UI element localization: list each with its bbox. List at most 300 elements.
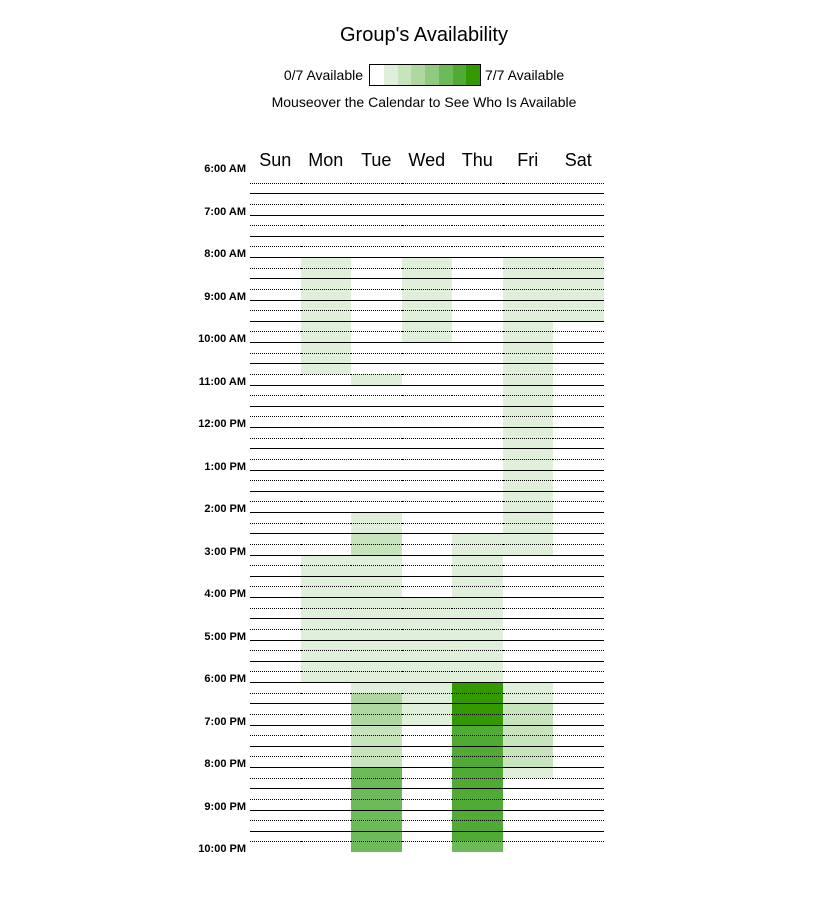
- time-slot-cell[interactable]: [351, 778, 402, 789]
- time-slot-cell[interactable]: [452, 268, 503, 279]
- time-slot-cell[interactable]: [553, 533, 604, 544]
- time-slot-cell[interactable]: [452, 480, 503, 491]
- time-slot-cell[interactable]: [402, 544, 453, 555]
- time-slot-cell[interactable]: [301, 459, 352, 470]
- time-slot-cell[interactable]: [503, 778, 554, 789]
- time-slot-cell[interactable]: [553, 746, 604, 757]
- time-slot-cell[interactable]: [452, 406, 503, 417]
- time-slot-cell[interactable]: [452, 427, 503, 438]
- time-slot-cell[interactable]: [250, 246, 301, 257]
- time-slot-cell[interactable]: [402, 597, 453, 608]
- time-slot-cell[interactable]: [351, 640, 402, 651]
- time-slot-cell[interactable]: [553, 278, 604, 289]
- time-slot-cell[interactable]: [301, 406, 352, 417]
- time-slot-cell[interactable]: [553, 555, 604, 566]
- time-slot-cell[interactable]: [402, 491, 453, 502]
- time-slot-cell[interactable]: [503, 395, 554, 406]
- time-slot-cell[interactable]: [351, 342, 402, 353]
- time-slot-cell[interactable]: [553, 204, 604, 215]
- time-slot-cell[interactable]: [503, 300, 554, 311]
- time-slot-cell[interactable]: [351, 576, 402, 587]
- time-slot-cell[interactable]: [503, 714, 554, 725]
- time-slot-cell[interactable]: [452, 640, 503, 651]
- time-slot-cell[interactable]: [402, 300, 453, 311]
- time-slot-cell[interactable]: [301, 629, 352, 640]
- time-slot-cell[interactable]: [452, 183, 503, 194]
- time-slot-cell[interactable]: [452, 246, 503, 257]
- time-slot-cell[interactable]: [553, 629, 604, 640]
- time-slot-cell[interactable]: [402, 416, 453, 427]
- day-column-fri[interactable]: [503, 173, 555, 851]
- time-slot-cell[interactable]: [553, 841, 604, 852]
- time-slot-cell[interactable]: [301, 608, 352, 619]
- time-slot-cell[interactable]: [503, 661, 554, 672]
- time-slot-cell[interactable]: [301, 353, 352, 364]
- time-slot-cell[interactable]: [503, 246, 554, 257]
- time-slot-cell[interactable]: [503, 501, 554, 512]
- time-slot-cell[interactable]: [452, 385, 503, 396]
- time-slot-cell[interactable]: [503, 544, 554, 555]
- time-slot-cell[interactable]: [452, 820, 503, 831]
- time-slot-cell[interactable]: [452, 756, 503, 767]
- time-slot-cell[interactable]: [553, 608, 604, 619]
- time-slot-cell[interactable]: [503, 671, 554, 682]
- time-slot-cell[interactable]: [250, 565, 301, 576]
- time-slot-cell[interactable]: [250, 470, 301, 481]
- time-slot-cell[interactable]: [452, 374, 503, 385]
- time-slot-cell[interactable]: [402, 289, 453, 300]
- time-slot-cell[interactable]: [452, 491, 503, 502]
- time-slot-cell[interactable]: [301, 300, 352, 311]
- time-slot-cell[interactable]: [452, 448, 503, 459]
- time-slot-cell[interactable]: [503, 406, 554, 417]
- time-slot-cell[interactable]: [250, 225, 301, 236]
- time-slot-cell[interactable]: [402, 714, 453, 725]
- time-slot-cell[interactable]: [402, 555, 453, 566]
- time-slot-cell[interactable]: [250, 661, 301, 672]
- time-slot-cell[interactable]: [452, 470, 503, 481]
- time-slot-cell[interactable]: [402, 512, 453, 523]
- time-slot-cell[interactable]: [351, 215, 402, 226]
- time-slot-cell[interactable]: [250, 491, 301, 502]
- time-slot-cell[interactable]: [553, 363, 604, 374]
- time-slot-cell[interactable]: [250, 586, 301, 597]
- time-slot-cell[interactable]: [452, 310, 503, 321]
- time-slot-cell[interactable]: [452, 810, 503, 821]
- time-slot-cell[interactable]: [301, 236, 352, 247]
- time-slot-cell[interactable]: [503, 204, 554, 215]
- time-slot-cell[interactable]: [402, 820, 453, 831]
- time-slot-cell[interactable]: [402, 661, 453, 672]
- time-slot-cell[interactable]: [250, 257, 301, 268]
- time-slot-cell[interactable]: [553, 215, 604, 226]
- time-slot-cell[interactable]: [503, 682, 554, 693]
- time-slot-cell[interactable]: [351, 491, 402, 502]
- time-slot-cell[interactable]: [402, 703, 453, 714]
- day-column-sat[interactable]: [553, 173, 604, 851]
- time-slot-cell[interactable]: [301, 215, 352, 226]
- time-slot-cell[interactable]: [351, 331, 402, 342]
- time-slot-cell[interactable]: [301, 448, 352, 459]
- time-slot-cell[interactable]: [250, 395, 301, 406]
- availability-calendar-grid[interactable]: [250, 172, 604, 852]
- time-slot-cell[interactable]: [301, 225, 352, 236]
- time-slot-cell[interactable]: [503, 820, 554, 831]
- time-slot-cell[interactable]: [402, 682, 453, 693]
- time-slot-cell[interactable]: [351, 225, 402, 236]
- time-slot-cell[interactable]: [452, 586, 503, 597]
- time-slot-cell[interactable]: [452, 576, 503, 587]
- time-slot-cell[interactable]: [301, 512, 352, 523]
- time-slot-cell[interactable]: [250, 788, 301, 799]
- time-slot-cell[interactable]: [301, 533, 352, 544]
- time-slot-cell[interactable]: [452, 172, 503, 183]
- time-slot-cell[interactable]: [452, 671, 503, 682]
- time-slot-cell[interactable]: [351, 671, 402, 682]
- time-slot-cell[interactable]: [553, 586, 604, 597]
- time-slot-cell[interactable]: [553, 767, 604, 778]
- time-slot-cell[interactable]: [503, 257, 554, 268]
- time-slot-cell[interactable]: [452, 618, 503, 629]
- time-slot-cell[interactable]: [402, 693, 453, 704]
- time-slot-cell[interactable]: [301, 703, 352, 714]
- time-slot-cell[interactable]: [250, 767, 301, 778]
- time-slot-cell[interactable]: [301, 204, 352, 215]
- time-slot-cell[interactable]: [351, 246, 402, 257]
- time-slot-cell[interactable]: [503, 193, 554, 204]
- time-slot-cell[interactable]: [250, 215, 301, 226]
- time-slot-cell[interactable]: [503, 650, 554, 661]
- time-slot-cell[interactable]: [351, 374, 402, 385]
- time-slot-cell[interactable]: [351, 470, 402, 481]
- time-slot-cell[interactable]: [503, 416, 554, 427]
- time-slot-cell[interactable]: [402, 448, 453, 459]
- time-slot-cell[interactable]: [503, 289, 554, 300]
- time-slot-cell[interactable]: [351, 682, 402, 693]
- time-slot-cell[interactable]: [402, 342, 453, 353]
- time-slot-cell[interactable]: [351, 353, 402, 364]
- time-slot-cell[interactable]: [301, 342, 352, 353]
- time-slot-cell[interactable]: [250, 501, 301, 512]
- time-slot-cell[interactable]: [301, 374, 352, 385]
- time-slot-cell[interactable]: [503, 278, 554, 289]
- time-slot-cell[interactable]: [402, 193, 453, 204]
- time-slot-cell[interactable]: [250, 671, 301, 682]
- time-slot-cell[interactable]: [402, 650, 453, 661]
- time-slot-cell[interactable]: [351, 756, 402, 767]
- time-slot-cell[interactable]: [452, 215, 503, 226]
- time-slot-cell[interactable]: [452, 289, 503, 300]
- time-slot-cell[interactable]: [553, 310, 604, 321]
- time-slot-cell[interactable]: [351, 597, 402, 608]
- time-slot-cell[interactable]: [351, 193, 402, 204]
- time-slot-cell[interactable]: [402, 331, 453, 342]
- time-slot-cell[interactable]: [301, 555, 352, 566]
- time-slot-cell[interactable]: [301, 501, 352, 512]
- time-slot-cell[interactable]: [452, 331, 503, 342]
- time-slot-cell[interactable]: [250, 310, 301, 321]
- time-slot-cell[interactable]: [553, 300, 604, 311]
- time-slot-cell[interactable]: [553, 576, 604, 587]
- time-slot-cell[interactable]: [402, 310, 453, 321]
- time-slot-cell[interactable]: [351, 544, 402, 555]
- time-slot-cell[interactable]: [553, 501, 604, 512]
- time-slot-cell[interactable]: [503, 331, 554, 342]
- time-slot-cell[interactable]: [250, 289, 301, 300]
- time-slot-cell[interactable]: [402, 236, 453, 247]
- time-slot-cell[interactable]: [402, 533, 453, 544]
- time-slot-cell[interactable]: [553, 193, 604, 204]
- time-slot-cell[interactable]: [553, 448, 604, 459]
- time-slot-cell[interactable]: [301, 576, 352, 587]
- time-slot-cell[interactable]: [351, 321, 402, 332]
- time-slot-cell[interactable]: [503, 586, 554, 597]
- time-slot-cell[interactable]: [402, 268, 453, 279]
- time-slot-cell[interactable]: [402, 353, 453, 364]
- time-slot-cell[interactable]: [250, 841, 301, 852]
- time-slot-cell[interactable]: [553, 661, 604, 672]
- time-slot-cell[interactable]: [351, 278, 402, 289]
- time-slot-cell[interactable]: [250, 820, 301, 831]
- time-slot-cell[interactable]: [452, 703, 503, 714]
- time-slot-cell[interactable]: [250, 385, 301, 396]
- time-slot-cell[interactable]: [301, 788, 352, 799]
- time-slot-cell[interactable]: [301, 246, 352, 257]
- time-slot-cell[interactable]: [351, 725, 402, 736]
- time-slot-cell[interactable]: [250, 321, 301, 332]
- time-slot-cell[interactable]: [503, 555, 554, 566]
- time-slot-cell[interactable]: [553, 470, 604, 481]
- time-slot-cell[interactable]: [503, 618, 554, 629]
- time-slot-cell[interactable]: [503, 735, 554, 746]
- time-slot-cell[interactable]: [503, 321, 554, 332]
- time-slot-cell[interactable]: [301, 183, 352, 194]
- time-slot-cell[interactable]: [452, 682, 503, 693]
- time-slot-cell[interactable]: [503, 746, 554, 757]
- time-slot-cell[interactable]: [301, 714, 352, 725]
- time-slot-cell[interactable]: [452, 565, 503, 576]
- time-slot-cell[interactable]: [452, 300, 503, 311]
- time-slot-cell[interactable]: [402, 671, 453, 682]
- time-slot-cell[interactable]: [250, 810, 301, 821]
- time-slot-cell[interactable]: [402, 756, 453, 767]
- time-slot-cell[interactable]: [503, 491, 554, 502]
- time-slot-cell[interactable]: [351, 385, 402, 396]
- time-slot-cell[interactable]: [452, 225, 503, 236]
- time-slot-cell[interactable]: [351, 406, 402, 417]
- time-slot-cell[interactable]: [351, 841, 402, 852]
- time-slot-cell[interactable]: [301, 310, 352, 321]
- time-slot-cell[interactable]: [503, 629, 554, 640]
- time-slot-cell[interactable]: [402, 778, 453, 789]
- time-slot-cell[interactable]: [250, 778, 301, 789]
- day-column-tue[interactable]: [351, 173, 403, 851]
- time-slot-cell[interactable]: [503, 459, 554, 470]
- time-slot-cell[interactable]: [351, 310, 402, 321]
- time-slot-cell[interactable]: [503, 215, 554, 226]
- time-slot-cell[interactable]: [351, 268, 402, 279]
- time-slot-cell[interactable]: [553, 671, 604, 682]
- time-slot-cell[interactable]: [553, 385, 604, 396]
- time-slot-cell[interactable]: [301, 810, 352, 821]
- time-slot-cell[interactable]: [452, 459, 503, 470]
- time-slot-cell[interactable]: [250, 416, 301, 427]
- time-slot-cell[interactable]: [452, 831, 503, 842]
- time-slot-cell[interactable]: [402, 257, 453, 268]
- time-slot-cell[interactable]: [351, 799, 402, 810]
- time-slot-cell[interactable]: [250, 236, 301, 247]
- time-slot-cell[interactable]: [351, 236, 402, 247]
- time-slot-cell[interactable]: [402, 725, 453, 736]
- time-slot-cell[interactable]: [351, 714, 402, 725]
- time-slot-cell[interactable]: [553, 778, 604, 789]
- time-slot-cell[interactable]: [250, 703, 301, 714]
- time-slot-cell[interactable]: [250, 618, 301, 629]
- time-slot-cell[interactable]: [503, 236, 554, 247]
- time-slot-cell[interactable]: [250, 353, 301, 364]
- time-slot-cell[interactable]: [503, 756, 554, 767]
- time-slot-cell[interactable]: [301, 193, 352, 204]
- time-slot-cell[interactable]: [503, 693, 554, 704]
- time-slot-cell[interactable]: [402, 523, 453, 534]
- time-slot-cell[interactable]: [301, 385, 352, 396]
- time-slot-cell[interactable]: [402, 374, 453, 385]
- time-slot-cell[interactable]: [250, 523, 301, 534]
- time-slot-cell[interactable]: [503, 523, 554, 534]
- time-slot-cell[interactable]: [301, 257, 352, 268]
- time-slot-cell[interactable]: [351, 512, 402, 523]
- time-slot-cell[interactable]: [503, 799, 554, 810]
- time-slot-cell[interactable]: [301, 491, 352, 502]
- time-slot-cell[interactable]: [402, 215, 453, 226]
- time-slot-cell[interactable]: [553, 512, 604, 523]
- time-slot-cell[interactable]: [553, 225, 604, 236]
- time-slot-cell[interactable]: [452, 278, 503, 289]
- time-slot-cell[interactable]: [301, 278, 352, 289]
- time-slot-cell[interactable]: [402, 767, 453, 778]
- time-slot-cell[interactable]: [503, 841, 554, 852]
- time-slot-cell[interactable]: [351, 459, 402, 470]
- time-slot-cell[interactable]: [553, 183, 604, 194]
- time-slot-cell[interactable]: [402, 438, 453, 449]
- time-slot-cell[interactable]: [553, 650, 604, 661]
- time-slot-cell[interactable]: [402, 395, 453, 406]
- time-slot-cell[interactable]: [452, 555, 503, 566]
- time-slot-cell[interactable]: [553, 459, 604, 470]
- time-slot-cell[interactable]: [301, 778, 352, 789]
- time-slot-cell[interactable]: [452, 725, 503, 736]
- time-slot-cell[interactable]: [553, 321, 604, 332]
- time-slot-cell[interactable]: [250, 640, 301, 651]
- time-slot-cell[interactable]: [301, 395, 352, 406]
- time-slot-cell[interactable]: [553, 268, 604, 279]
- time-slot-cell[interactable]: [351, 608, 402, 619]
- time-slot-cell[interactable]: [452, 501, 503, 512]
- time-slot-cell[interactable]: [452, 544, 503, 555]
- time-slot-cell[interactable]: [402, 470, 453, 481]
- time-slot-cell[interactable]: [503, 448, 554, 459]
- time-slot-cell[interactable]: [250, 544, 301, 555]
- time-slot-cell[interactable]: [250, 714, 301, 725]
- time-slot-cell[interactable]: [553, 353, 604, 364]
- time-slot-cell[interactable]: [503, 353, 554, 364]
- time-slot-cell[interactable]: [351, 629, 402, 640]
- time-slot-cell[interactable]: [250, 331, 301, 342]
- time-slot-cell[interactable]: [250, 448, 301, 459]
- time-slot-cell[interactable]: [402, 608, 453, 619]
- time-slot-cell[interactable]: [250, 555, 301, 566]
- time-slot-cell[interactable]: [250, 374, 301, 385]
- time-slot-cell[interactable]: [503, 183, 554, 194]
- time-slot-cell[interactable]: [250, 193, 301, 204]
- time-slot-cell[interactable]: [301, 586, 352, 597]
- time-slot-cell[interactable]: [452, 204, 503, 215]
- time-slot-cell[interactable]: [503, 374, 554, 385]
- time-slot-cell[interactable]: [503, 342, 554, 353]
- time-slot-cell[interactable]: [452, 778, 503, 789]
- time-slot-cell[interactable]: [503, 565, 554, 576]
- time-slot-cell[interactable]: [553, 427, 604, 438]
- time-slot-cell[interactable]: [452, 321, 503, 332]
- time-slot-cell[interactable]: [351, 300, 402, 311]
- time-slot-cell[interactable]: [301, 597, 352, 608]
- time-slot-cell[interactable]: [301, 565, 352, 576]
- time-slot-cell[interactable]: [250, 342, 301, 353]
- time-slot-cell[interactable]: [503, 640, 554, 651]
- time-slot-cell[interactable]: [351, 831, 402, 842]
- time-slot-cell[interactable]: [452, 714, 503, 725]
- time-slot-cell[interactable]: [301, 363, 352, 374]
- time-slot-cell[interactable]: [503, 767, 554, 778]
- time-slot-cell[interactable]: [553, 682, 604, 693]
- day-column-thu[interactable]: [452, 173, 504, 851]
- time-slot-cell[interactable]: [452, 395, 503, 406]
- time-slot-cell[interactable]: [553, 597, 604, 608]
- time-slot-cell[interactable]: [402, 459, 453, 470]
- time-slot-cell[interactable]: [402, 735, 453, 746]
- time-slot-cell[interactable]: [250, 735, 301, 746]
- time-slot-cell[interactable]: [553, 565, 604, 576]
- time-slot-cell[interactable]: [351, 416, 402, 427]
- time-slot-cell[interactable]: [301, 640, 352, 651]
- time-slot-cell[interactable]: [402, 480, 453, 491]
- time-slot-cell[interactable]: [553, 257, 604, 268]
- time-slot-cell[interactable]: [402, 225, 453, 236]
- time-slot-cell[interactable]: [402, 321, 453, 332]
- time-slot-cell[interactable]: [250, 682, 301, 693]
- time-slot-cell[interactable]: [503, 470, 554, 481]
- time-slot-cell[interactable]: [402, 746, 453, 757]
- time-slot-cell[interactable]: [402, 278, 453, 289]
- time-slot-cell[interactable]: [250, 725, 301, 736]
- time-slot-cell[interactable]: [250, 268, 301, 279]
- time-slot-cell[interactable]: [351, 533, 402, 544]
- time-slot-cell[interactable]: [503, 576, 554, 587]
- time-slot-cell[interactable]: [503, 268, 554, 279]
- time-slot-cell[interactable]: [452, 767, 503, 778]
- day-column-sun[interactable]: [250, 173, 302, 851]
- time-slot-cell[interactable]: [452, 533, 503, 544]
- time-slot-cell[interactable]: [452, 650, 503, 661]
- time-slot-cell[interactable]: [503, 788, 554, 799]
- time-slot-cell[interactable]: [301, 746, 352, 757]
- time-slot-cell[interactable]: [301, 661, 352, 672]
- time-slot-cell[interactable]: [553, 416, 604, 427]
- time-slot-cell[interactable]: [402, 565, 453, 576]
- time-slot-cell[interactable]: [301, 523, 352, 534]
- time-slot-cell[interactable]: [250, 480, 301, 491]
- time-slot-cell[interactable]: [553, 480, 604, 491]
